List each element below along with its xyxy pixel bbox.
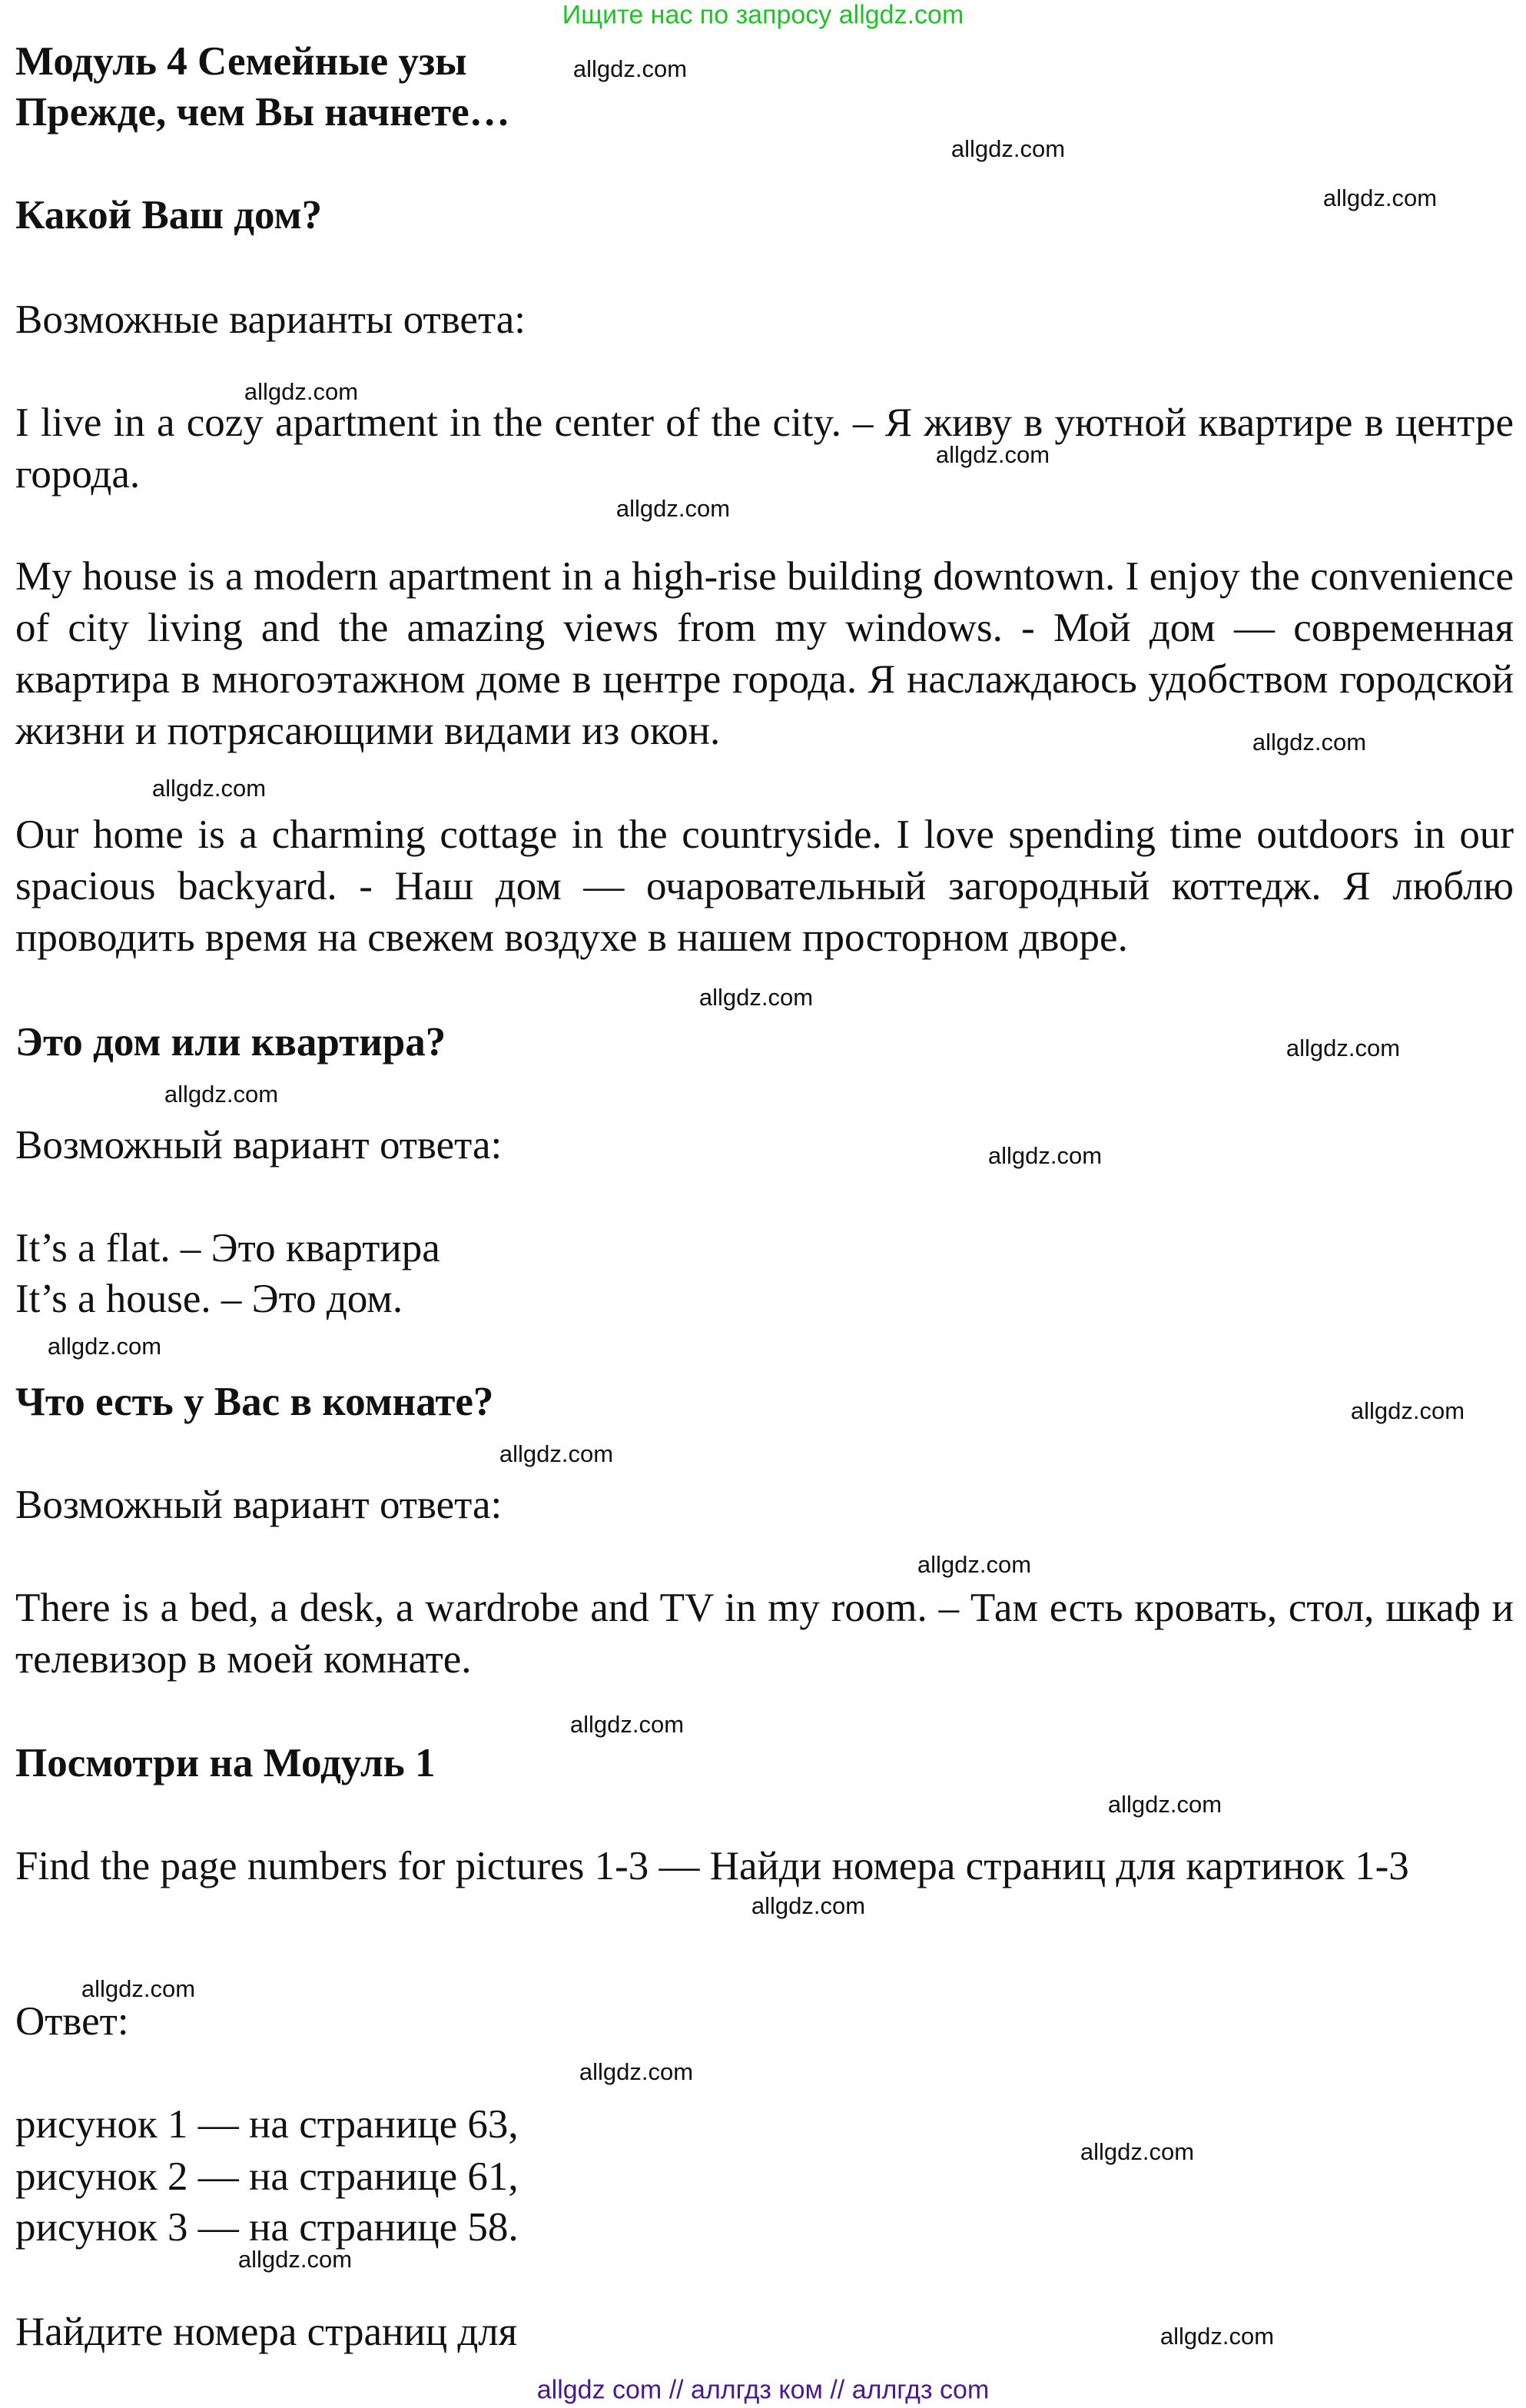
watermark: allgdz.com: [935, 441, 1050, 468]
section-heading: Это дом или квартира?: [15, 1020, 446, 1065]
answer-line: рисунок 3 — на странице 58.: [15, 2205, 519, 2250]
answer-line: рисунок 1 — на странице 63,: [15, 2102, 519, 2147]
watermark: allgdz.com: [164, 1081, 279, 1108]
answer-paragraph: My house is a modern apartment in a high-rise building downtown. I enjoy the convenience of city living and the amazing views from my windows. - Мой дом — современная квартира в многоэтажном доме в центре города. Я наслаждаюсь удобством городской жизни и потрясающими видами из окон.: [15, 554, 1514, 753]
section-heading: Какой Ваш дом?: [15, 193, 323, 237]
section-heading: Что есть у Вас в комнате?: [15, 1380, 494, 1424]
watermark: allgdz.com: [950, 135, 1066, 162]
watermark: allgdz.com: [1350, 1397, 1465, 1424]
trailing-text: Найдите номера страниц для: [15, 2310, 518, 2354]
answer-line: It’s a house. – Это дом.: [15, 1277, 403, 1321]
watermark: allgdz.com: [917, 1551, 1032, 1578]
watermark: allgdz.com: [1159, 2323, 1275, 2350]
section-intro: Возможные варианты ответа:: [15, 297, 526, 342]
answer-paragraph: There is a bed, a desk, a wardrobe and TV in my room. – Там есть кровать, стол, шкаф и телевизор в моей комнате.: [15, 1586, 1514, 1682]
task-paragraph: Find the page numbers for pictures 1-3 — Найди номера страниц для картинок 1-3: [15, 1844, 1409, 1888]
watermark: allgdz.com: [569, 1711, 685, 1738]
watermark: allgdz.com: [244, 378, 359, 405]
watermark: allgdz.com: [615, 495, 731, 522]
watermark: allgdz.com: [987, 1142, 1103, 1169]
answer-line: рисунок 2 — на странице 61,: [15, 2154, 519, 2199]
answer-line: It’s a flat. – Это квартира: [15, 1226, 440, 1270]
answer-paragraph: I live in a cozy apartment in the center of the city. – Я живу в уютной квартире в центре города.: [15, 400, 1514, 497]
section-heading: Посмотри на Модуль 1: [15, 1741, 436, 1785]
watermark: allgdz.com: [1285, 1035, 1401, 1061]
answer-paragraph: Our home is a charming cottage in the countryside. I love spending time outdoors in our spacious backyard. - Наш дом — очаровательный загородный коттедж. Я люблю проводить время на свежем воздухе в нашем просторном дворе.: [15, 812, 1514, 960]
watermark: allgdz.com: [698, 984, 814, 1011]
answer-label: Ответ:: [15, 1999, 129, 2044]
footer-links[interactable]: allgdz com // аллгдз ком // аллгдз com: [536, 2375, 990, 2405]
section-intro: Возможный вариант ответа:: [15, 1483, 503, 1527]
page-title: Модуль 4 Семейные узы: [15, 39, 467, 84]
section-intro: Возможный вариант ответа:: [15, 1123, 503, 1167]
watermark: allgdz.com: [237, 2246, 353, 2273]
watermark: allgdz.com: [579, 2058, 694, 2085]
header-banner-link[interactable]: Ищите нас по запросу allgdz.com: [562, 0, 964, 30]
watermark: allgdz.com: [1322, 184, 1438, 211]
watermark: allgdz.com: [1252, 729, 1367, 756]
watermark: allgdz.com: [572, 55, 688, 82]
watermark: allgdz.com: [499, 1440, 614, 1467]
watermark: allgdz.com: [1080, 2138, 1195, 2165]
page-subtitle: Прежде, чем Вы начнете…: [15, 90, 510, 135]
watermark: allgdz.com: [1107, 1791, 1222, 1818]
watermark: allgdz.com: [151, 775, 267, 802]
watermark: allgdz.com: [751, 1892, 866, 1919]
watermark: allgdz.com: [47, 1333, 162, 1360]
watermark: allgdz.com: [81, 1975, 196, 2002]
